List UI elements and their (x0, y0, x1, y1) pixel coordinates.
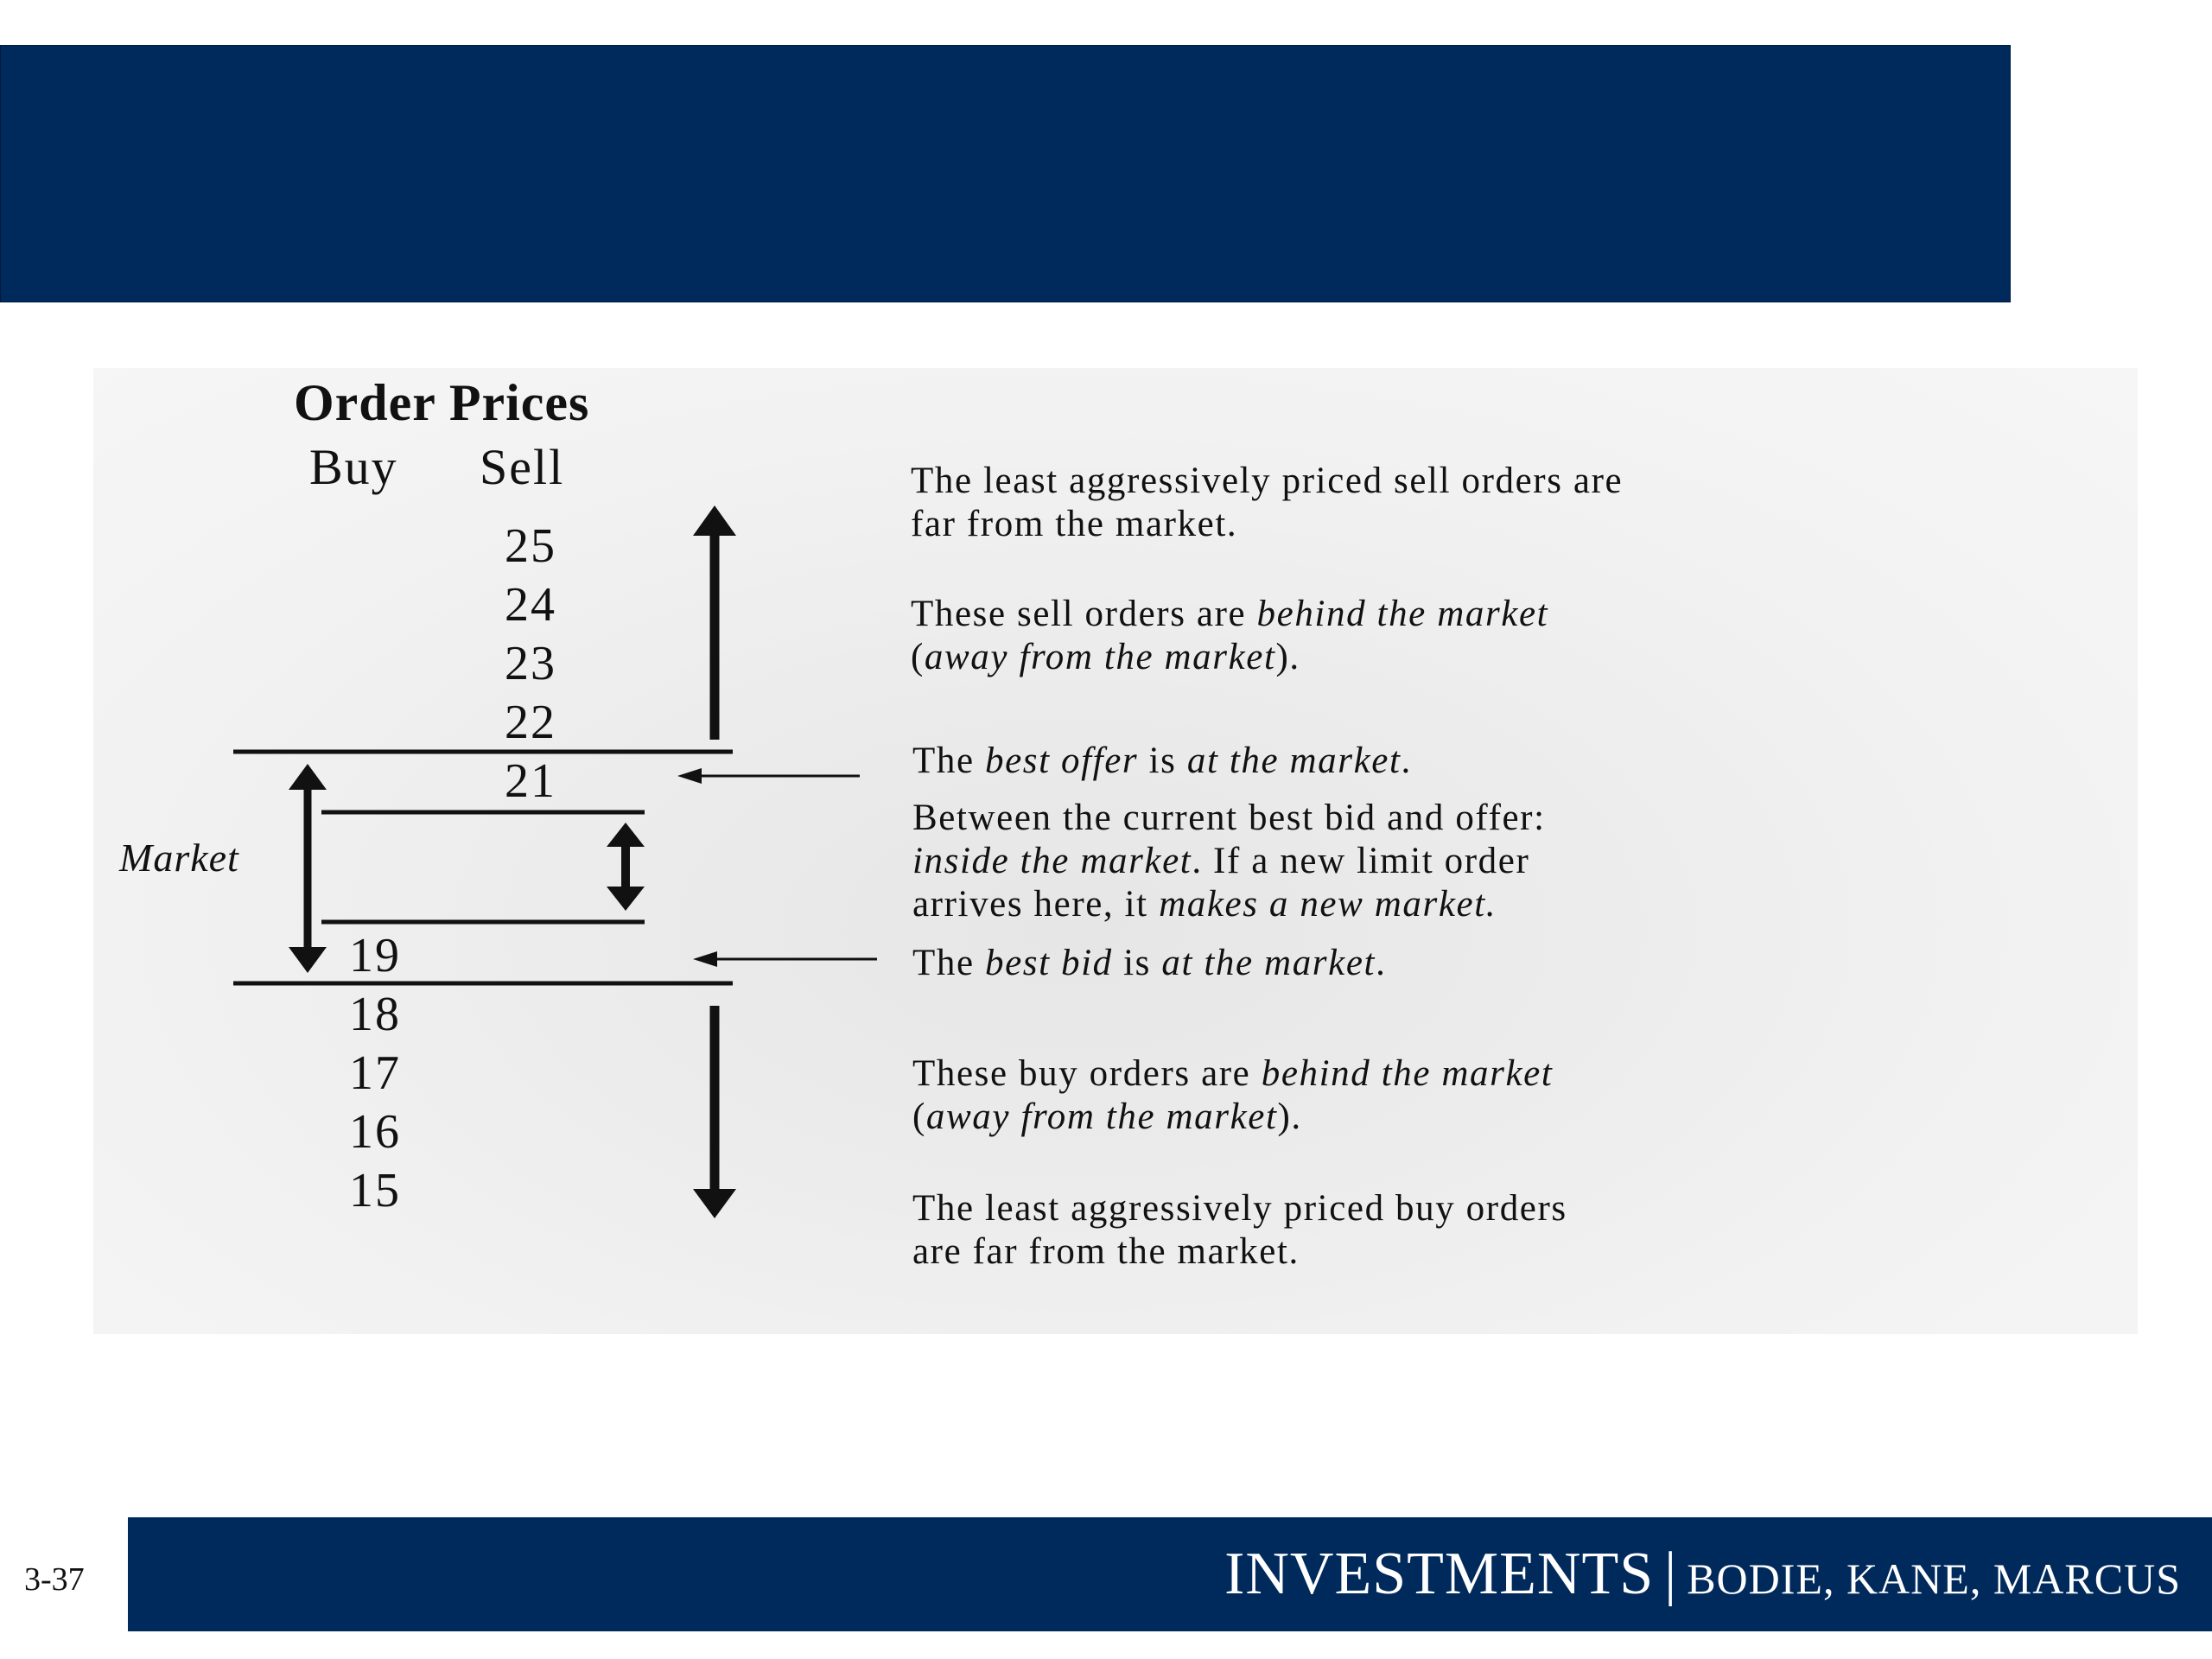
book-title: INVESTMENTS (1224, 1541, 1655, 1607)
book-authors: BODIE, KANE, MARCUS (1687, 1554, 2181, 1603)
best-offer-pointer-arrow (677, 768, 860, 784)
least-aggressive-buy-note: The least aggressively priced buy orders are far from the market. (912, 1188, 1567, 1272)
brand-separator: | (1664, 1541, 1677, 1607)
best-offer-note: The best offer is at the market. (912, 741, 1412, 781)
best-offer-price: 21 (505, 754, 556, 808)
sell-column-header: Sell (480, 439, 565, 495)
slide-number: 3-37 (24, 1561, 85, 1598)
buy-price: 15 (349, 1164, 401, 1217)
best-bid-pointer-arrow (693, 951, 877, 967)
behind-market-buy-note: These buy orders are behind the market (away from the market). (912, 1053, 1554, 1137)
buy-away-arrow (693, 1006, 736, 1218)
least-aggressive-sell-note: The least aggressively priced sell orders are far from the market. (911, 461, 1624, 544)
market-label: Market (119, 836, 239, 880)
best-bid-note: The best bid is at the market. (912, 943, 1387, 983)
behind-market-sell-note: These sell orders are behind the market (away from the market). (911, 594, 1549, 677)
book-brand (1224, 1540, 2181, 1609)
inside-market-double-arrow (607, 823, 645, 911)
sell-price: 23 (505, 637, 556, 690)
best-bid-price: 19 (349, 929, 401, 982)
sell-price: 22 (505, 696, 556, 749)
inside-market-note: Between the current best bid and offer: inside the market. If a new limit order arrives here, it makes a new market. (912, 798, 1546, 925)
buy-price: 16 (349, 1105, 401, 1159)
market-double-arrow (289, 764, 327, 973)
buy-price: 17 (349, 1046, 401, 1100)
sell-price: 25 (505, 519, 556, 573)
sell-away-arrow (693, 505, 736, 740)
sell-price: 24 (505, 578, 556, 632)
buy-column-header: Buy (309, 439, 398, 495)
figure-heading: Order Prices (294, 374, 590, 431)
footer-band (128, 1517, 2212, 1631)
buy-price: 18 (349, 988, 401, 1041)
